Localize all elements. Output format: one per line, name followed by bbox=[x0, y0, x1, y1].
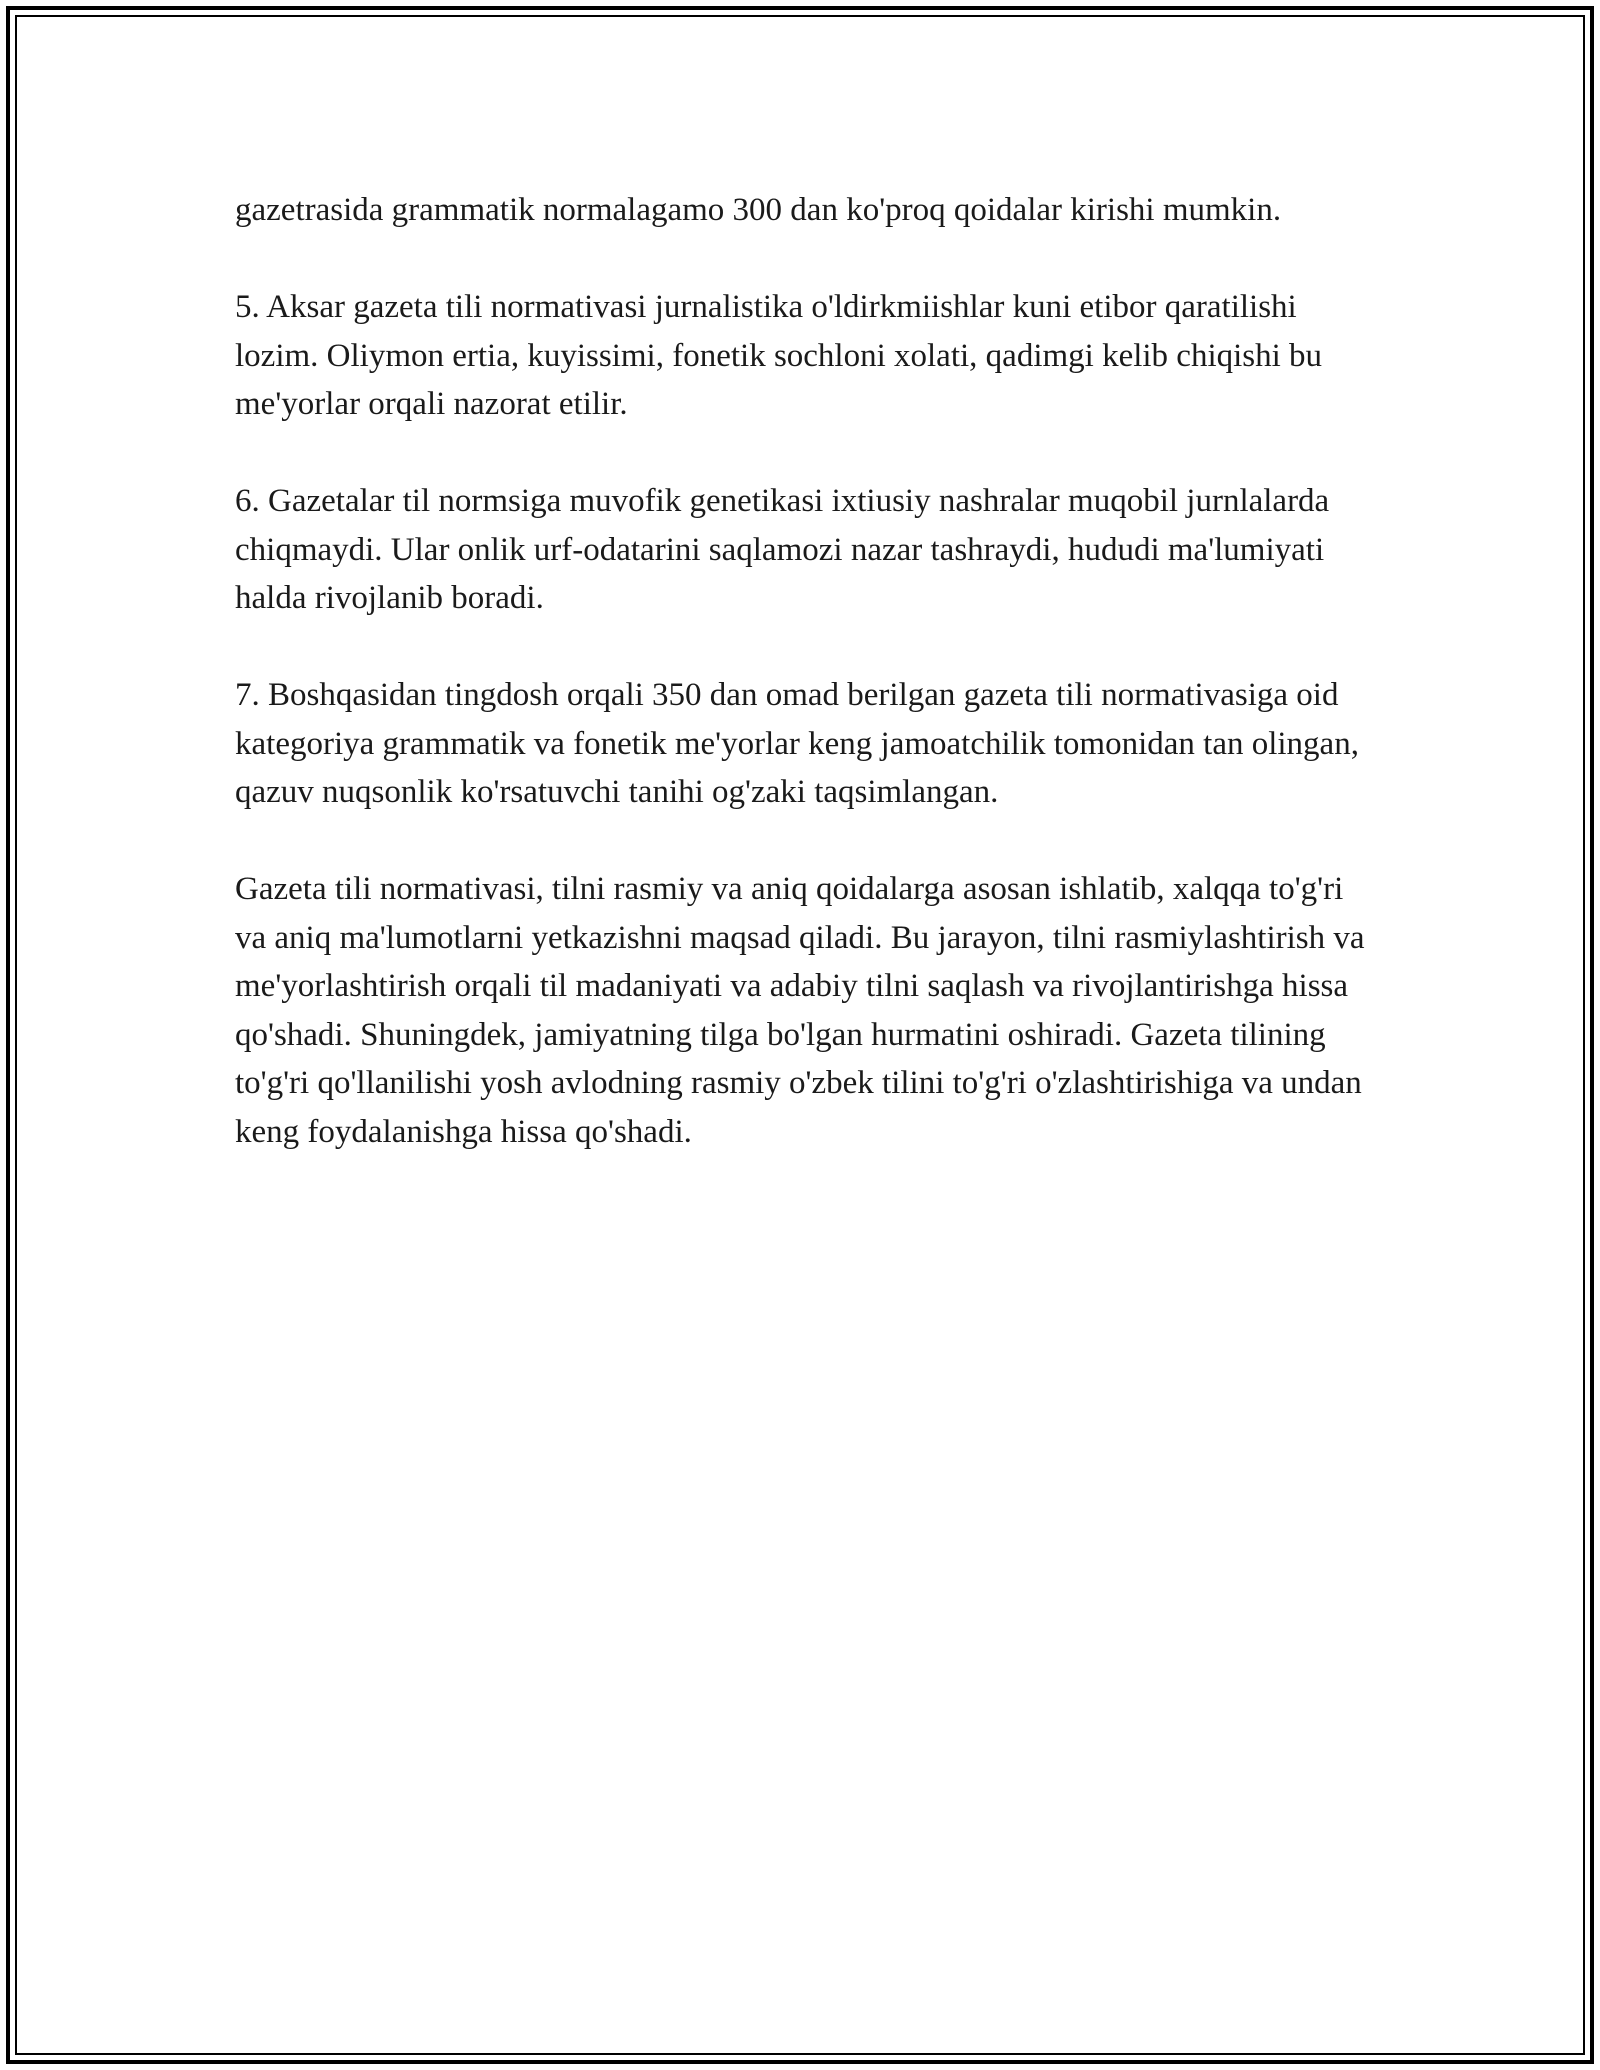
paragraph-continuation: gazetrasida grammatik normalagamo 300 dan ko'proq qoidalar kirishi mumkin. bbox=[235, 192, 1282, 228]
paragraph-item-5: 5. Aksar gazeta tili normativasi jurnalistika o'ldirkmiishlar kuni etibor qaratilishi lozim. Oliymon ertia, kuyissimi, fonetik sochloni xolati, qadimgi kelib chiqishi bu me'yorlar orqali nazorat etilir. bbox=[235, 289, 1323, 422]
paragraph-item-7: 7. Boshqasidan tingdosh orqali 350 dan omad berilgan gazeta tili normativasiga oid kategoriya grammatik va fonetik me'yorlar keng jamoatchilik tomonidan tan olingan, qazuv nuqsonlik ko'rsatuvchi tanihi og'zaki taqsimlangan. bbox=[235, 677, 1359, 810]
paragraph-item-6: 6. Gazetalar til normsiga muvofik genetikasi ixtiusiy nashralar muqobil jurnlalarda chiqmaydi. Ular onlik urf-odatarini saqlamozi nazar tashraydi, hududi ma'lumiyati halda rivojlanib boradi. bbox=[235, 483, 1330, 616]
document-body bbox=[235, 186, 1375, 1205]
paragraph-conclusion: Gazeta tili normativasi, tilni rasmiy va aniq qoidalarga asosan ishlatib, xalqqa to'g'ri va aniq ma'lumotlarni yetkazishni maqsad qiladi. Bu jarayon, tilni rasmiylashtirish va me'yorlashtirish orqali til madaniyati va adabiy tilni saqlash va rivojlantirishga hissa qo'shadi. Shuningdek, jamiyatning tilga bo'lgan hurmatini oshiradi. Gazeta tilining to'g'ri qo'llanilishi yosh avlodning rasmiy o'zbek tilini to'g'ri o'zlashtirishiga va undan keng foydalanishga hissa qo'shadi. bbox=[235, 871, 1365, 1150]
